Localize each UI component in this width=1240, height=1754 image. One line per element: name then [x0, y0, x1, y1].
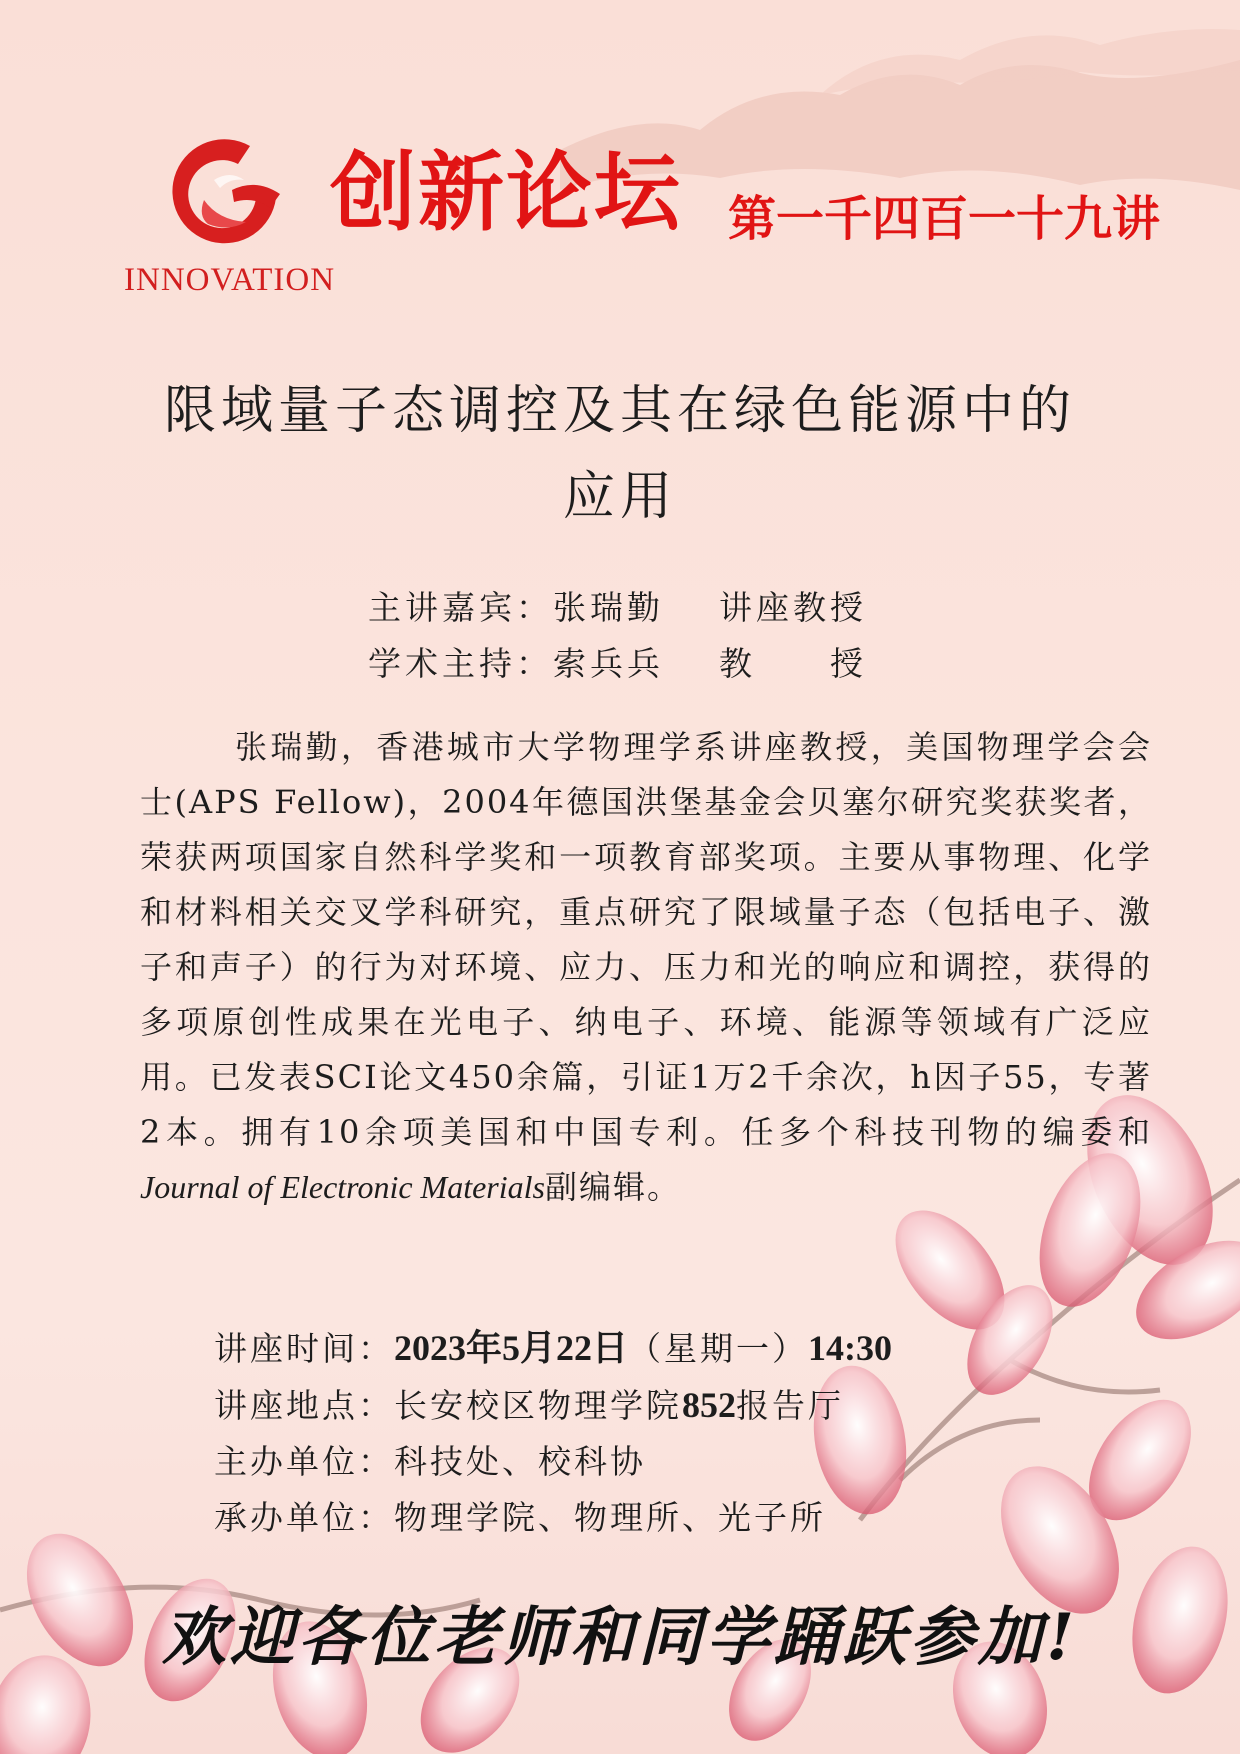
- coorganizer-row: [214, 1490, 892, 1546]
- place-campus: 长安校区物理学院: [394, 1386, 682, 1425]
- time-row: [214, 1320, 892, 1377]
- talk-title-line-2: 应用: [562, 467, 677, 527]
- forum-title: 创新论坛: [330, 143, 682, 243]
- host-title: 教 授: [719, 644, 867, 683]
- speaker-title: 讲座教授: [719, 588, 867, 627]
- organizer-label: 主办单位：: [214, 1442, 394, 1481]
- place-row: [214, 1377, 892, 1434]
- coorganizer-label: 承办单位：: [214, 1498, 394, 1537]
- logo-text: INNOVATION: [124, 262, 336, 298]
- host-name: 索兵兵: [553, 644, 664, 683]
- talk-title: [150, 368, 1090, 540]
- lecture-number: 第一千四百一十九讲: [728, 191, 1161, 247]
- speaker-label: 主讲嘉宾：: [368, 588, 553, 627]
- speaker-name: 张瑞勤: [553, 588, 664, 627]
- place-room-number: 852: [682, 1385, 736, 1425]
- innovation-logo-icon: [158, 128, 288, 258]
- time-clock: 14:30: [808, 1328, 893, 1368]
- host-label: 学术主持：: [368, 644, 553, 683]
- talk-title-line-1: 限域量子态调控及其在绿色能源中的: [163, 381, 1076, 441]
- organizer-value: 科技处、校科协: [394, 1442, 646, 1481]
- people-block: [368, 580, 867, 692]
- coorganizer-value: 物理学院、物理所、光子所: [394, 1498, 826, 1537]
- event-info: [214, 1320, 892, 1546]
- time-weekday: （星期一）: [628, 1329, 809, 1368]
- speaker-bio: [140, 720, 1152, 1215]
- speaker-row: [368, 580, 867, 636]
- place-label: 讲座地点：: [214, 1386, 394, 1425]
- organizer-row: [214, 1434, 892, 1490]
- bio-text: 张瑞勤，香港城市大学物理学系讲座教授，美国物理学会会士(APS Fellow)，2004年德国洪堡基金会贝塞尔研究奖获奖者，荣获两项国家自然科学奖和一项教育部奖项。主要从事物理、化学和材料相关交叉学科研究，重点研究了限域量子态（包括电子、激子和声子）的行为对环境、应力、压力和光的响应和调控，获得的多项原创性成果在光电子、纳电子、环境、能源等领域有广泛应用。已发表SCI论文450余篇，引证1万2千余次，h因子55，专著2本。拥有10余项美国和中国专利。任多个科技刊物的编委和: [140, 728, 1152, 1151]
- time-date: 2023年5月22日: [394, 1328, 629, 1368]
- time-label: 讲座时间：: [214, 1329, 394, 1368]
- place-hall: 报告厅: [736, 1386, 844, 1425]
- bio-text-end: 副编辑。: [544, 1168, 681, 1206]
- host-row: [368, 636, 867, 692]
- welcome-slogan: 欢迎各位老师和同学踊跃参加!: [161, 1600, 1079, 1675]
- bio-journal-name: Journal of Electronic Materials: [140, 1169, 545, 1205]
